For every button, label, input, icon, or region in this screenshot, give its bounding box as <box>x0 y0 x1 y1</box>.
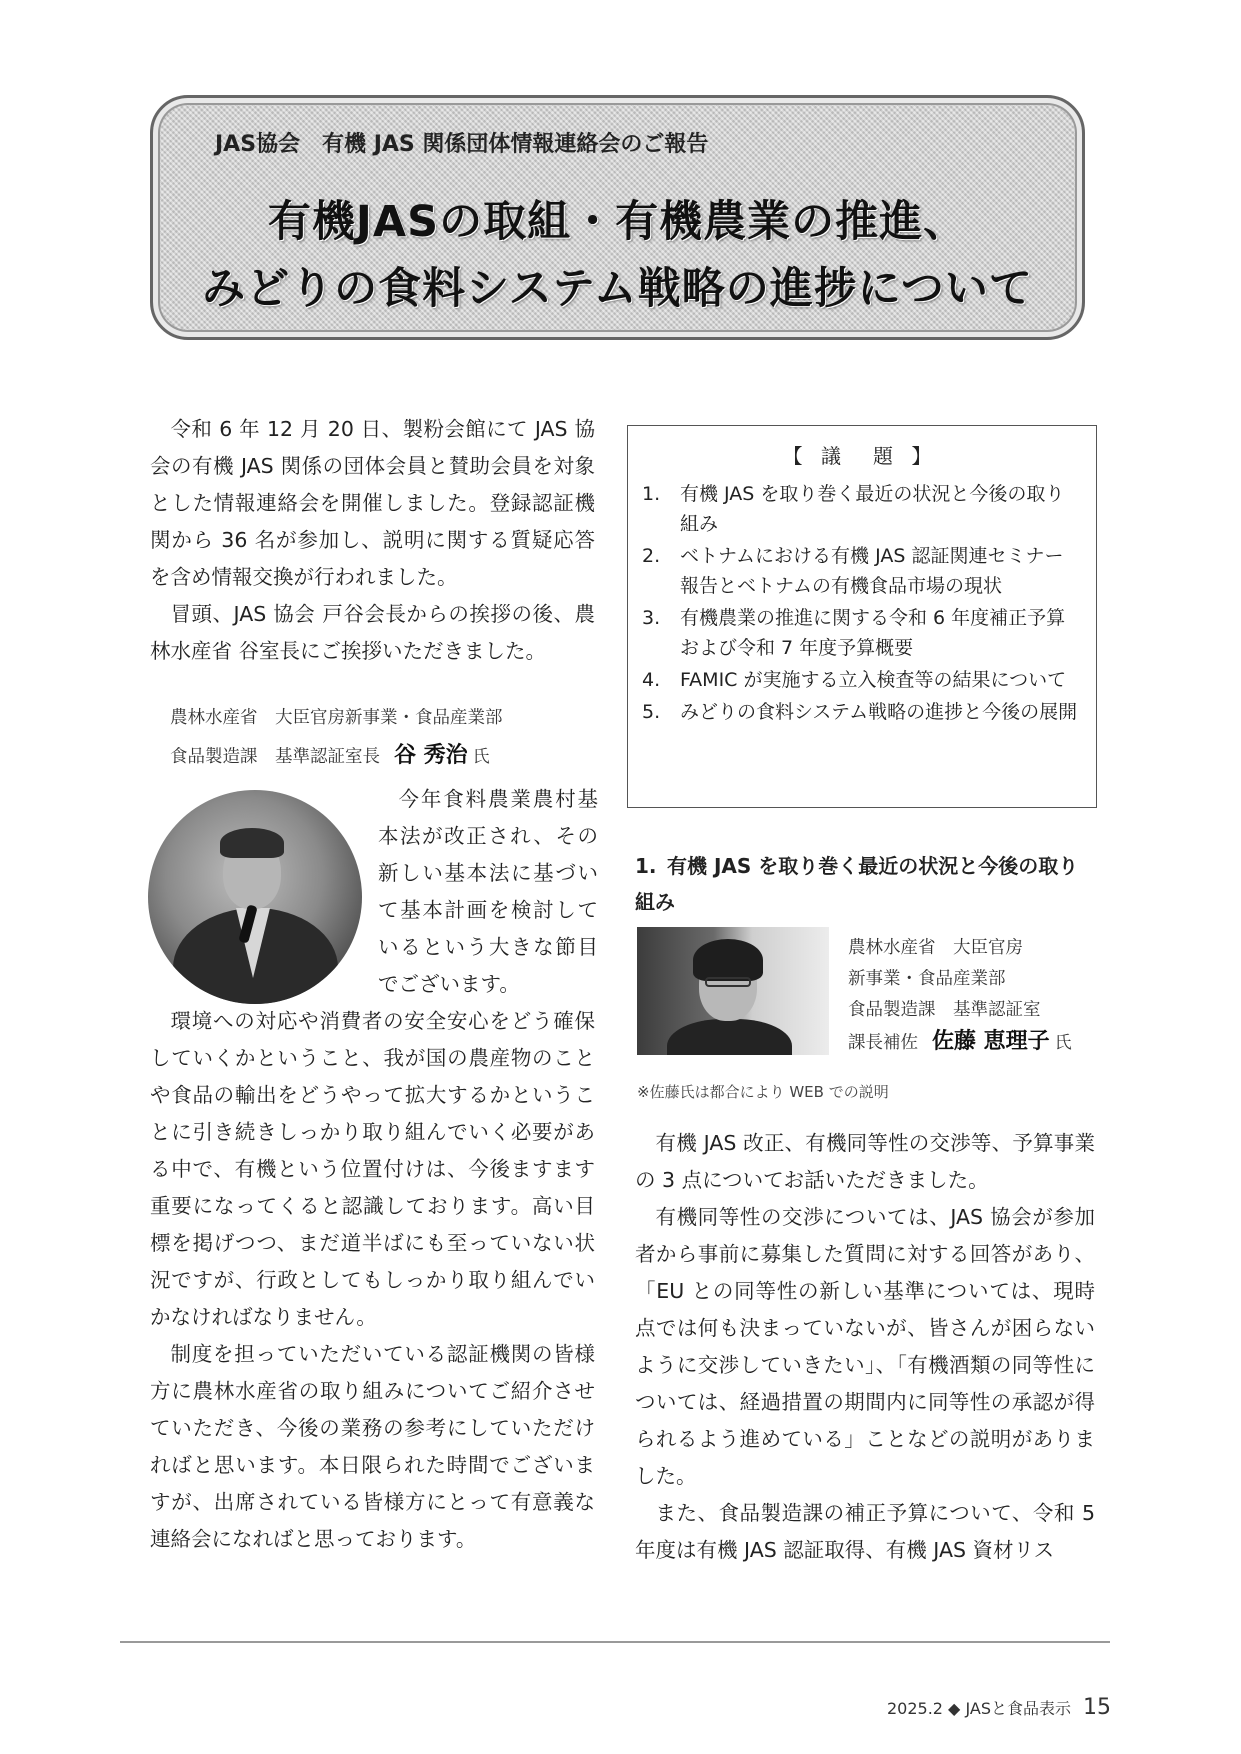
speaker2-line1: 農林水産省 大臣官房 <box>848 938 1023 958</box>
speaker1-honorific: 氏 <box>472 747 490 767</box>
page-title-line2: みどりの食料システム戦略の進捗について <box>202 264 1033 314</box>
page-footer <box>887 1695 1111 1720</box>
speaker2-honorific: 氏 <box>1054 1033 1072 1053</box>
section1-title: 有機 JAS を取り巻く最近の状況と今後の取り組み <box>635 854 1079 914</box>
speaker2-name-row <box>848 1026 1072 1059</box>
speaker1-paragraph-2: 環境への対応や消費者の安全安心をどう確保していくかということ、我が国の農産物のことや食品の輸出をどうやって拡大するかということに引き続きしっかり取り組んでいく必要がある中で、有機という位置付けは、今後ますます重要になってくると認識しております。高い目標を掲げつつ、まだ道半ばにも至っていない状況ですが、行政としてもしっかり取り組んでいかなければなりません。 <box>150 1009 595 1329</box>
report-kicker: JAS協会 有機 JAS 関係団体情報連絡会のご報告 <box>215 132 709 157</box>
intro-paragraph-1: 令和 6 年 12 月 20 日、製粉会館にて JAS 協会の有機 JAS 関係の団体会員と賛助会員を対象とした情報連絡会を開催しました。登録認証機関から 36 名が参加し、説明に関する質疑応答を含め情報交換が行われました。 <box>150 417 595 589</box>
page-number: 15 <box>1083 1695 1111 1720</box>
speaker1-paragraph-1: 今年食料農業農村基本法が改正され、その新しい基本法に基づいて基本計画を検討しているという大きな節目でございます。 <box>378 787 598 996</box>
agenda-box <box>627 425 1097 808</box>
speaker2-line2: 新事業・食品産業部 <box>848 969 1006 989</box>
speaker1-affiliation <box>170 704 503 729</box>
agenda-item: 4. FAMIC が実施する立入検査等の結果について <box>642 669 1067 691</box>
speaker2-role: 課長補佐 <box>848 1033 918 1053</box>
speaker2-credit <box>848 933 1072 1059</box>
left-column-intro <box>150 411 595 670</box>
web-note: ※佐藤氏は都合により WEB での説明 <box>637 1083 889 1101</box>
agenda-item: 2. ベトナムにおける有機 JAS 認証関連セミナー報告とベトナムの有機食品市場の現状 <box>642 545 1064 597</box>
speaker2-name: 佐藤 恵理子 <box>932 1029 1050 1054</box>
speaker1-role: 食品製造課 基準認証室長 <box>170 747 380 767</box>
speaker1-photo <box>148 790 362 1004</box>
section1-paragraph-3: また、食品製造課の補正予算について、令和 5 年度は有機 JAS 認証取得、有機 JAS 資材リス <box>635 1501 1095 1562</box>
section1-paragraph-1: 有機 JAS 改正、有機同等性の交渉等、予算事業の 3 点についてお話いただきました。 <box>635 1131 1095 1192</box>
agenda-heading: 【 議 題 】 <box>782 444 938 468</box>
speaker1-paragraph-3: 制度を担っていただいている認証機関の皆様方に農林水産省の取り組みについてご紹介させていただき、今後の業務の参考にしていただければと思います。本日限られた時間でございますが、出席されている皆様方にとって有意義な連絡会になればと思っております。 <box>150 1342 595 1551</box>
agenda-item: 1. 有機 JAS を取り巻く最近の状況と今後の取り組み <box>642 483 1065 535</box>
speaker1-remarks <box>150 1003 595 1558</box>
agenda-list <box>642 479 1078 727</box>
section1-paragraph-2: 有機同等性の交渉については、JAS 協会が参加者から事前に募集した質問に対する回答があり、「EU との同等性の新しい基準については、現時点では何も決まっていないが、皆さんが困らないように交渉していきたい」、「有機酒類の同等性については、経過措置の期間内に同等性の承認が得られるよう進めている」ことなどの説明がありました。 <box>635 1205 1095 1488</box>
section1-number: 1. <box>635 854 657 878</box>
agenda-item: 5. みどりの食料システム戦略の進捗と今後の展開 <box>642 701 1078 723</box>
intro-paragraph-2: 冒頭、JAS 協会 戸谷会長からの挨拶の後、農林水産省 谷室長にご挨拶いただきました。 <box>150 602 595 663</box>
section1-body <box>635 1125 1095 1569</box>
page-title-line1: 有機JASの取組・有機農業の推進、 <box>267 197 968 247</box>
section1-heading <box>635 848 1095 920</box>
speaker1-line1: 農林水産省 大臣官房新事業・食品産業部 <box>170 708 503 728</box>
speaker2-line3: 食品製造課 基準認証室 <box>848 1000 1041 1020</box>
speaker1-wrap-text-block <box>378 781 598 1003</box>
agenda-item: 3. 有機農業の推進に関する令和 6 年度補正予算および令和 7 年度予算概要 <box>642 607 1066 659</box>
speaker1-name: 谷 秀治 <box>394 743 468 768</box>
speaker2-photo <box>637 927 829 1055</box>
speaker1-title-row <box>170 738 490 769</box>
issue-label: 2025.2 ◆ JASと食品表示 <box>886 1699 1071 1718</box>
footer-divider <box>120 1641 1110 1643</box>
